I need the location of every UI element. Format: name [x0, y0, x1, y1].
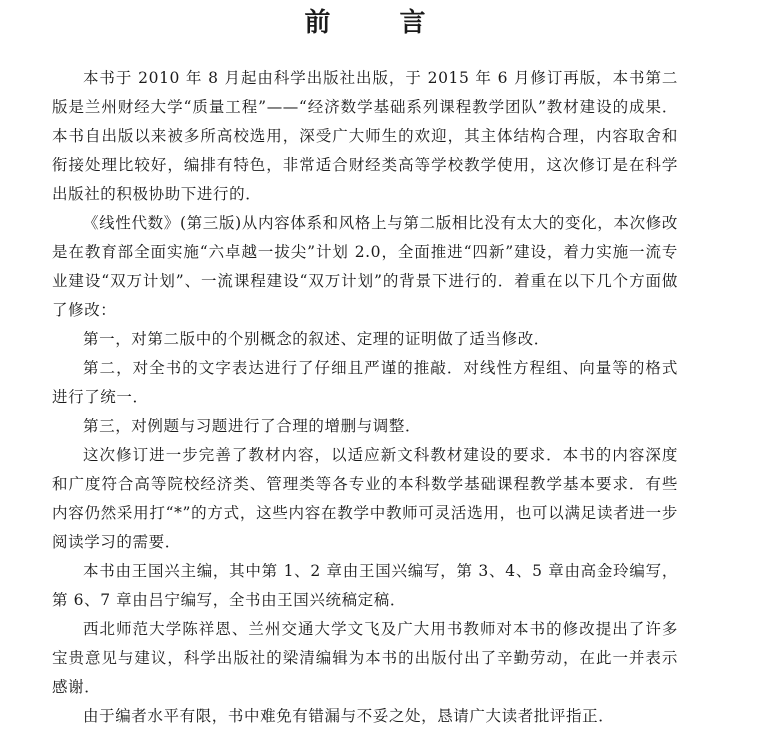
page-title: 前 言: [304, 8, 456, 38]
paragraph-1: 本书于 2010 年 8 月起由科学出版社出版，于 2015 年 6 月修订再版，本书第二版是兰州财经大学“质量工程”——“经济数学基础系列课程教学团队”教材建设的成果．本书自出版以来被多所高校选用，深受广大师生的欢迎，其主体结构合理，内容取舍和衔接处理比较好，编排有特色，非常适合财经类高等学校教学使用，这次修订是在科学出版社的积极协助下进行的．: [52, 69, 678, 203]
paragraph-9: 由于编者水平有限，书中难免有错漏与不妥之处，恳请广大读者批评指正．: [83, 707, 615, 725]
paragraph-8: 西北师范大学陈祥恩、兰州交通大学文飞及广大用书教师对本书的修改提出了许多宝贵意见与建议，科学出版社的梁清编辑为本书的出版付出了辛勤劳动，在此一并表示感谢．: [52, 620, 678, 696]
preface-body: [52, 64, 678, 731]
paragraph-5: 第三，对例题与习题进行了合理的增删与调整．: [83, 417, 422, 435]
paragraph-4: 第二，对全书的文字表达进行了仔细且严谨的推敲．对线性方程组、向量等的格式进行了统一．: [52, 359, 678, 406]
paragraph-2: 《线性代数》(第三版)从内容体系和风格上与第二版相比没有太大的变化，本次修改是在教育部全面实施“六卓越一拔尖”计划 2.0，全面推进“四新”建设，着力实施一流专业建设“双万计划”、一流课程建设“双万计划”的背景下进行的．着重在以下几个方面做了修改：: [52, 214, 678, 319]
paragraph-6: 这次修订进一步完善了教材内容，以适应新文科教材建设的要求．本书的内容深度和广度符合高等院校经济类、管理类等各专业的本科数学基础课程教学基本要求．有些内容仍然采用打“*”的方式，这些内容在教学中教师可灵活选用，也可以满足读者进一步阅读学习的需要．: [52, 446, 678, 551]
paragraph-7: 本书由王国兴主编，其中第 1、2 章由王国兴编写，第 3、4、5 章由高金玲编写，第 6、7 章由吕宁编写，全书由王国兴统稿定稿．: [52, 562, 678, 609]
paragraph-3: 第一，对第二版中的个别概念的叙述、定理的证明做了适当修改．: [83, 330, 550, 348]
